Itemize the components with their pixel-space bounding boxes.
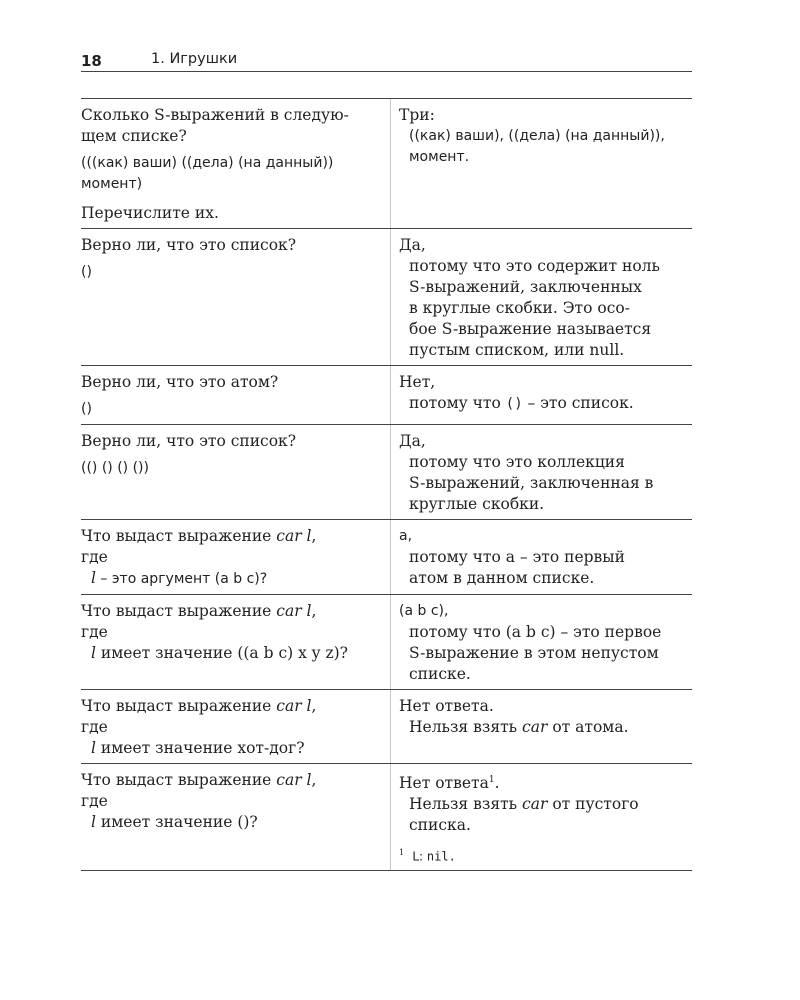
qa-row [81, 520, 692, 595]
question-text: Что выдаст выражение car l, [81, 602, 317, 620]
question-text: Перечислите их. [81, 204, 219, 222]
answer-cell [390, 595, 692, 689]
answer-text: Нет ответа$^1$. [399, 774, 500, 793]
answer-cell [390, 366, 692, 424]
qa-table [81, 98, 692, 871]
answer-cell [390, 99, 692, 228]
answer-text: потому что (a b c) – это первое [409, 623, 662, 641]
question-text: где [81, 718, 108, 736]
code-literal: () [505, 396, 523, 412]
answer-cell [390, 229, 692, 365]
answer-text: потому что a – это первый [409, 548, 625, 566]
question-condition: l имеет значение хот-дог? [91, 739, 305, 757]
answer-text: a, [399, 528, 413, 544]
qa-row [81, 366, 692, 425]
answer-text: потому что это содержит ноль [409, 257, 660, 275]
qa-row [81, 229, 692, 366]
question-text: где [81, 792, 108, 810]
answer-text: Нет ответа. [399, 697, 494, 715]
question-text: Верно ли, что это список? [81, 432, 297, 450]
qa-row [81, 425, 692, 520]
question-cell [81, 425, 390, 519]
car-expression: car l [276, 771, 312, 789]
answer-text: атом в данном списке. [409, 569, 595, 587]
answer-text: S-выражений, заключенных [409, 278, 642, 296]
answer-text: потому что это коллекция [409, 453, 625, 471]
page-number: 18 [81, 52, 102, 70]
answer-text: Нет, [399, 373, 436, 391]
question-condition: l имеет значение ()? [91, 813, 258, 831]
s-expression: ((как) ваши), ((дела) (на данный)), [409, 128, 665, 144]
question-cell [81, 99, 390, 228]
car-expression: car l [276, 527, 312, 545]
answer-text: Да, [399, 236, 426, 254]
answer-text: Нельзя взять car от пустого [409, 795, 639, 814]
s-expression: (() () () ()) [81, 460, 149, 476]
question-text: Что выдаст выражение car l, [81, 527, 317, 545]
answer-text: Да, [399, 432, 426, 450]
answer-text: списке. [409, 665, 471, 683]
question-cell [81, 690, 390, 763]
question-cell [81, 520, 390, 594]
answer-cell [390, 425, 692, 519]
s-expression: момент) [81, 176, 143, 192]
answer-text: бое S-выражение называется [409, 320, 652, 338]
answer-cell [390, 520, 692, 594]
question-text: Что выдаст выражение car l, [81, 697, 317, 715]
qa-row [81, 99, 692, 229]
s-expression: () [81, 401, 92, 417]
question-text: где [81, 623, 108, 641]
footnote-marker: 1 [488, 775, 495, 785]
answer-text: потому что () – это список. [409, 394, 634, 412]
qa-row [81, 595, 692, 690]
question-text: Что выдаст выражение car l, [81, 771, 317, 789]
answer-text: пустым списком, или null. [409, 341, 625, 359]
answer-text: S-выражение в этом непустом [409, 644, 659, 662]
answer-text: (a b c), [399, 603, 449, 619]
question-cell [81, 366, 390, 424]
answer-text: Три: [399, 106, 435, 124]
question-cell [81, 595, 390, 689]
answer-text: в круглые скобки. Это осо- [409, 299, 630, 317]
answer-cell [390, 690, 692, 763]
question-cell [81, 229, 390, 365]
question-text: Верно ли, что это список? [81, 236, 297, 254]
question-text: щем списке? [81, 127, 187, 145]
page-header [81, 50, 692, 72]
question-text: Верно ли, что это атом? [81, 373, 279, 391]
question-text: где [81, 548, 108, 566]
answer-cell [390, 764, 692, 870]
answer-text: круглые скобки. [409, 495, 545, 513]
car-expression: car l [276, 602, 312, 620]
s-expression: () [81, 264, 92, 280]
footnote: $^1$ L: nil. [399, 848, 456, 864]
question-condition: l – это аргумент (a b c)? [91, 569, 268, 587]
s-expression: момент. [409, 149, 470, 165]
qa-row [81, 690, 692, 764]
chapter-title: 1. Игрушки [151, 51, 238, 67]
answer-text: Нельзя взять car от атома. [409, 718, 629, 736]
question-cell [81, 764, 390, 870]
s-expression: (((как) ваши) ((дела) (на данный)) [81, 155, 334, 171]
question-condition: l имеет значение ((a b c) x y z)? [91, 644, 348, 662]
question-text: Сколько S-выражений в следую- [81, 106, 349, 124]
car-expression: car l [276, 697, 312, 715]
answer-text: списка. [409, 816, 471, 835]
qa-row [81, 764, 692, 871]
answer-text: S-выражений, заключенная в [409, 474, 654, 492]
